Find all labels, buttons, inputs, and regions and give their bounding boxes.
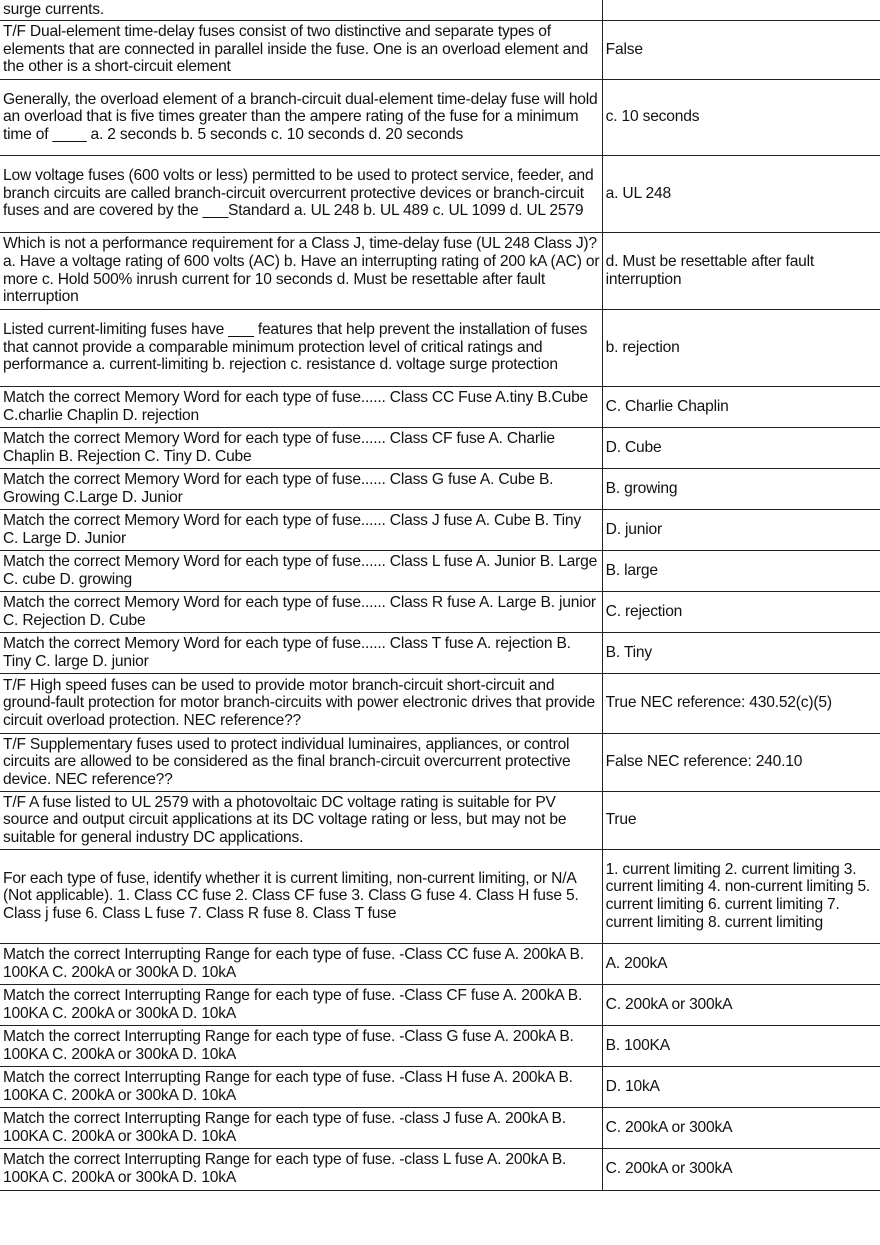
answer-cell: False [602, 20, 880, 79]
answer-cell: B. 100KA [602, 1025, 880, 1066]
table-row [0, 309, 880, 386]
table-row [0, 673, 880, 733]
question-cell: Match the correct Memory Word for each type of fuse...... Class R fuse A. Large B. junior C. Rejection D. Cube [0, 591, 602, 632]
table-row [0, 1025, 880, 1066]
answer-cell: True [602, 791, 880, 849]
answer-cell: b. rejection [602, 309, 880, 386]
answer-cell: C. 200kA or 300kA [602, 984, 880, 1025]
table-row [0, 849, 880, 943]
question-cell: Which is not a performance requirement for a Class J, time-delay fuse (UL 248 Class J)? a. Have a voltage rating of 600 volts (AC) b. Have an interrupting rating of 200 kA (AC) or more c. Hold 500% inrush current for 10 seconds d. Must be resettable after fault interruption [0, 232, 602, 309]
table-row [0, 1066, 880, 1107]
question-cell: Match the correct Interrupting Range for each type of fuse. -Class CF fuse A. 200kA B. 100KA C. 200kA or 300kA D. 10kA [0, 984, 602, 1025]
answer-cell: B. large [602, 550, 880, 591]
question-cell: Low voltage fuses (600 volts or less) permitted to be used to protect service, feeder, and branch circuits are called branch-circuit overcurrent protective devices or branch-circuit fuses and are covered by the ___Standard a. UL 248 b. UL 489 c. UL 1099 d. UL 2579 [0, 155, 602, 232]
question-cell: Match the correct Memory Word for each type of fuse...... Class CF fuse A. Charlie Chaplin B. Rejection C. Tiny D. Cube [0, 427, 602, 468]
answer-cell: 1. current limiting 2. current limiting 3. current limiting 4. non-current limiting 5. current limiting 6. current limiting 7. current limiting 8. current limiting [602, 849, 880, 943]
answer-cell: C. 200kA or 300kA [602, 1148, 880, 1190]
table-row [0, 232, 880, 309]
question-cell: T/F Supplementary fuses used to protect individual luminaires, appliances, or control circuits are allowed to be considered as the final branch-circuit overcurrent protective device. NEC reference?? [0, 733, 602, 791]
table-row [0, 791, 880, 849]
answer-cell: True NEC reference: 430.52(c)(5) [602, 673, 880, 733]
question-cell: Listed current-limiting fuses have ___ features that help prevent the installation of fuses that cannot provide a comparable minimum protection level of critical ratings and performance a. current-limiting b. rejection c. resistance d. voltage surge protection [0, 309, 602, 386]
table-row [0, 0, 880, 20]
question-cell: Generally, the overload element of a branch-circuit dual-element time-delay fuse will hold an overload that is five times greater than the ampere rating of the fuse for a minimum time of ____ a. 2 seconds b. 5 seconds c. 10 seconds d. 20 seconds [0, 79, 602, 155]
answer-cell: D. junior [602, 509, 880, 550]
table-row [0, 733, 880, 791]
question-cell: T/F Dual-element time-delay fuses consist of two distinctive and separate types of elements that are connected in parallel inside the fuse. One is an overload element and the other is a short-circuit element [0, 20, 602, 79]
answer-cell: c. 10 seconds [602, 79, 880, 155]
answer-cell: B. Tiny [602, 632, 880, 673]
question-cell: surge currents. [0, 0, 602, 20]
question-cell: Match the correct Interrupting Range for each type of fuse. -class J fuse A. 200kA B. 100KA C. 200kA or 300kA D. 10kA [0, 1107, 602, 1148]
answer-cell: False NEC reference: 240.10 [602, 733, 880, 791]
question-cell: Match the correct Interrupting Range for each type of fuse. -Class H fuse A. 200kA B. 100KA C. 200kA or 300kA D. 10kA [0, 1066, 602, 1107]
table-row [0, 632, 880, 673]
question-cell: Match the correct Interrupting Range for each type of fuse. -Class CC fuse A. 200kA B. 100KA C. 200kA or 300kA D. 10kA [0, 943, 602, 984]
question-cell: Match the correct Memory Word for each type of fuse...... Class T fuse A. rejection B. Tiny C. large D. junior [0, 632, 602, 673]
answer-cell: D. Cube [602, 427, 880, 468]
table-row [0, 468, 880, 509]
table-row [0, 155, 880, 232]
table-row [0, 984, 880, 1025]
answer-cell: B. growing [602, 468, 880, 509]
question-cell: Match the correct Memory Word for each type of fuse...... Class L fuse A. Junior B. Large C. cube D. growing [0, 550, 602, 591]
table-row [0, 1107, 880, 1148]
answer-cell [602, 0, 880, 20]
question-cell: For each type of fuse, identify whether it is current limiting, non-current limiting, or N/A (Not applicable). 1. Class CC fuse 2. Class CF fuse 3. Class G fuse 4. Class H fuse 5. Class j fuse 6. Class L fuse 7. Class R fuse 8. Class T fuse [0, 849, 602, 943]
table-row [0, 591, 880, 632]
table-row [0, 943, 880, 984]
question-cell: Match the correct Interrupting Range for each type of fuse. -class L fuse A. 200kA B. 100KA C. 200kA or 300kA D. 10kA [0, 1148, 602, 1190]
answer-cell: C. rejection [602, 591, 880, 632]
table-row [0, 1148, 880, 1190]
answer-cell: d. Must be resettable after fault interruption [602, 232, 880, 309]
answer-cell: A. 200kA [602, 943, 880, 984]
table-row [0, 386, 880, 427]
table-row [0, 79, 880, 155]
question-cell: Match the correct Memory Word for each type of fuse...... Class CC Fuse A.tiny B.Cube C.charlie Chaplin D. rejection [0, 386, 602, 427]
answer-cell: C. Charlie Chaplin [602, 386, 880, 427]
answer-cell: D. 10kA [602, 1066, 880, 1107]
table-row [0, 509, 880, 550]
table-row [0, 20, 880, 79]
answer-cell: a. UL 248 [602, 155, 880, 232]
answer-cell: C. 200kA or 300kA [602, 1107, 880, 1148]
question-cell: Match the correct Memory Word for each type of fuse...... Class J fuse A. Cube B. Tiny C. Large D. Junior [0, 509, 602, 550]
table-row [0, 550, 880, 591]
question-cell: Match the correct Memory Word for each type of fuse...... Class G fuse A. Cube B. Growing C.Large D. Junior [0, 468, 602, 509]
question-cell: Match the correct Interrupting Range for each type of fuse. -Class G fuse A. 200kA B. 100KA C. 200kA or 300kA D. 10kA [0, 1025, 602, 1066]
question-cell: T/F A fuse listed to UL 2579 with a photovoltaic DC voltage rating is suitable for PV source and output circuit applications at its DC voltage rating or less, but may not be suitable for general industry DC applications. [0, 791, 602, 849]
table-row [0, 427, 880, 468]
question-cell: T/F High speed fuses can be used to provide motor branch-circuit short-circuit and ground-fault protection for motor branch-circuits with power electronic drives that provide circuit overload protection. NEC reference?? [0, 673, 602, 733]
